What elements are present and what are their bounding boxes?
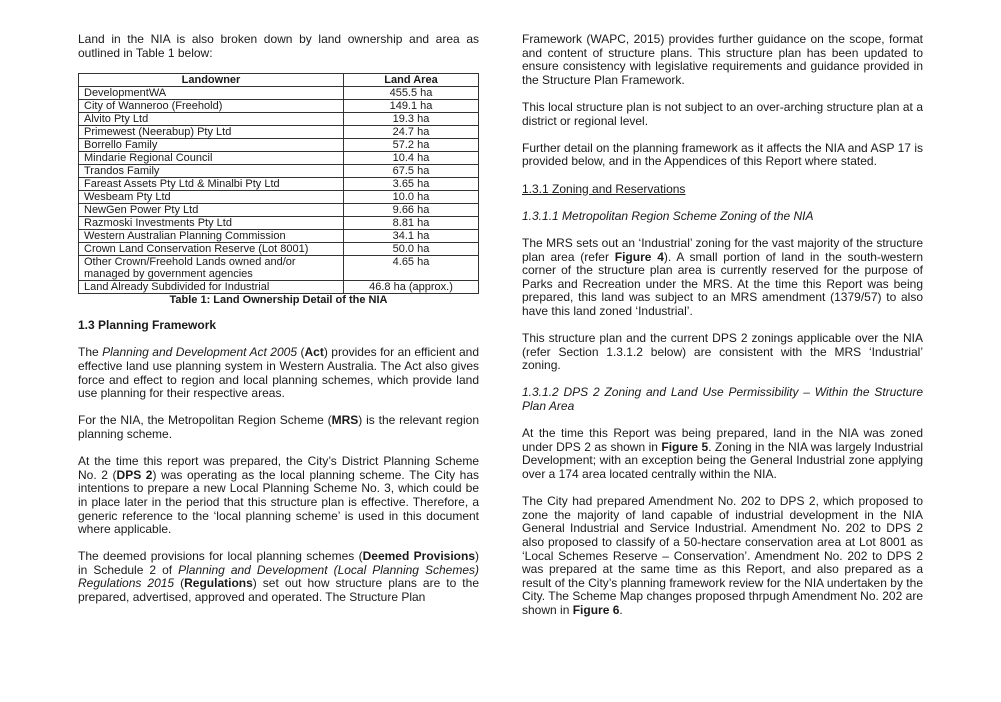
table-caption: Table 1: Land Ownership Detail of the NIA	[169, 294, 388, 307]
paragraph-amendment: The City had prepared Amendment No. 202 to DPS 2, which proposed to zone the majority of land capable of industrial development in the NIA General Industrial and Service Industrial. Amendment No. 202 to DPS 2 also proposed to classify of a 50-hectare conservation area at Lot 8001 as ‘Local Schemes Reserve – Conservation’. Amendment No. 202 to DPS 2 was prepared at the same time as this Report, and also prepared as a result of the City’s planning framework review for the NIA undertaken by the City. The Scheme Map changes proposed thrpugh Amendment No. 202 are shown in Figure 6.	[522, 494, 923, 617]
paragraph-act: The Planning and Development Act 2005 (Act) provides for an efficient and effective land use planning system in Western Australia. The Act also gives force and effect to region and local planning schemes, which provide land use planning for their respective areas.	[78, 345, 479, 401]
land-area-cell: 10.4 ha	[344, 152, 479, 165]
table-row	[79, 243, 479, 256]
table-row	[79, 281, 479, 294]
land-area-cell: 67.5 ha	[344, 165, 479, 178]
section-heading: 1.3 Planning Framework	[78, 318, 217, 333]
paragraph-mrs-zoning: The MRS sets out an ‘Industrial’ zoning for the vast majority of the structure plan area (refer Figure 4). A small portion of land in the south-western corner of the structure plan area is currently reserved for the purpose of Parks and Recreation under the MRS. At the time this Report was being prepared, this land was subject to an MRS amendment (1379/57) to also have this land zoned ‘Industrial’.	[522, 235, 923, 318]
land-area-cell: 8.81 ha	[344, 217, 479, 230]
paragraph-dps2-zoning: At the time this Report was being prepared, land in the NIA was zoned under DPS 2 as shown in Figure 5. Zoning in the NIA was largely Industrial Development; with an exception being the General Industrial zone applying over a 174 area located centrally within the NIA.	[522, 426, 923, 481]
paragraph-framework: Framework (WAPC, 2015) provides further guidance on the scope, format and content of structure plans. This structure plan has been updated to ensure consistency with legislative requirements and guidance provided in the Structure Plan Framework.	[522, 32, 923, 87]
table-body	[79, 87, 479, 294]
left-column	[78, 33, 479, 605]
paragraph-consistency: This structure plan and the current DPS 2 zonings applicable over the NIA (refer Section 1.3.1.2 below) are consistent with the MRS ‘Industrial’ zoning.	[522, 331, 923, 373]
land-area-cell: 149.1 ha	[344, 100, 479, 113]
landowner-cell: NewGen Power Pty Ltd	[79, 204, 344, 217]
table-row	[79, 217, 479, 230]
table-row	[79, 113, 479, 126]
landowner-cell: Other Crown/Freehold Lands owned and/or managed by government agencies	[79, 256, 344, 281]
header-land-area: Land Area	[344, 74, 479, 87]
right-column	[522, 33, 923, 618]
subsubsection-heading-dps2: 1.3.1.2 DPS 2 Zoning and Land Use Permissibility – Within the Structure Plan Area	[522, 385, 923, 414]
table-row	[79, 139, 479, 152]
landowner-cell: Crown Land Conservation Reserve (Lot 8001)	[79, 243, 344, 256]
table-row	[79, 100, 479, 113]
table-header-row	[79, 74, 479, 87]
land-area-cell: 46.8 ha (approx.)	[344, 281, 479, 294]
table-row	[79, 178, 479, 191]
table-intro: Land in the NIA is also broken down by land ownership and area as outlined in Table 1 below:	[78, 32, 479, 60]
landowner-cell: City of Wanneroo (Freehold)	[79, 100, 344, 113]
land-area-cell: 19.3 ha	[344, 113, 479, 126]
landowner-cell: Wesbeam Pty Ltd	[79, 191, 344, 204]
landowner-cell: Borrello Family	[79, 139, 344, 152]
table-row	[79, 230, 479, 243]
landowner-cell: Alvito Pty Ltd	[79, 113, 344, 126]
land-ownership-table	[78, 73, 479, 294]
table-row	[79, 191, 479, 204]
paragraph-dps2: At the time this report was prepared, the City’s District Planning Scheme No. 2 (DPS 2) was operating as the local planning scheme. The City has intentions to prepare a new Local Planning Scheme No. 3, which could be in place later in the period that this structure plan is effective. Therefore, a generic reference to the ‘local planning scheme’ is used in this document where applicable.	[78, 454, 480, 537]
land-area-cell: 9.66 ha	[344, 204, 479, 217]
landowner-cell: DevelopmentWA	[79, 87, 344, 100]
landowner-cell: Land Already Subdivided for Industrial	[79, 281, 344, 294]
landowner-cell: Fareast Assets Pty Ltd & Minalbi Pty Ltd	[79, 178, 344, 191]
table-row	[79, 256, 479, 281]
table-row	[79, 126, 479, 139]
table-row	[79, 165, 479, 178]
land-area-cell: 3.65 ha	[344, 178, 479, 191]
land-area-cell: 455.5 ha	[344, 87, 479, 100]
landowner-cell: Razmoski Investments Pty Ltd	[79, 217, 344, 230]
paragraph-mrs: For the NIA, the Metropolitan Region Scheme (MRS) is the relevant region planning scheme.	[78, 413, 479, 441]
land-area-cell: 50.0 ha	[344, 243, 479, 256]
landowner-cell: Mindarie Regional Council	[79, 152, 344, 165]
table-row	[79, 152, 479, 165]
land-area-cell: 57.2 ha	[344, 139, 479, 152]
table-row	[79, 204, 479, 217]
landowner-cell: Primewest (Neerabup) Pty Ltd	[79, 126, 344, 139]
land-area-cell: 10.0 ha	[344, 191, 479, 204]
landowner-cell: Western Australian Planning Commission	[79, 230, 344, 243]
land-area-cell: 4.65 ha	[344, 256, 479, 281]
header-landowner: Landowner	[79, 74, 344, 87]
subsection-heading-zoning: 1.3.1 Zoning and Reservations	[522, 181, 686, 196]
land-area-cell: 34.1 ha	[344, 230, 479, 243]
paragraph-further-detail: Further detail on the planning framework as it affects the NIA and ASP 17 is provided below, and in the Appendices of this Report where stated.	[522, 140, 923, 169]
paragraph-deemed-provisions: The deemed provisions for local planning schemes (Deemed Provisions) in Schedule 2 of Planning and Development (Local Planning Schemes) Regulations 2015 (Regulations) set out how structure plans are to the prepared, advertised, approved and operated. The Structure Plan	[78, 549, 480, 605]
subsubsection-heading-mrs: 1.3.1.1 Metropolitan Region Scheme Zoning of the NIA	[522, 208, 814, 223]
land-area-cell: 24.7 ha	[344, 126, 479, 139]
table-row	[79, 87, 479, 100]
paragraph-structure-plan: This local structure plan is not subject to an over-arching structure plan at a district or regional level.	[522, 99, 923, 128]
landowner-cell: Trandos Family	[79, 165, 344, 178]
